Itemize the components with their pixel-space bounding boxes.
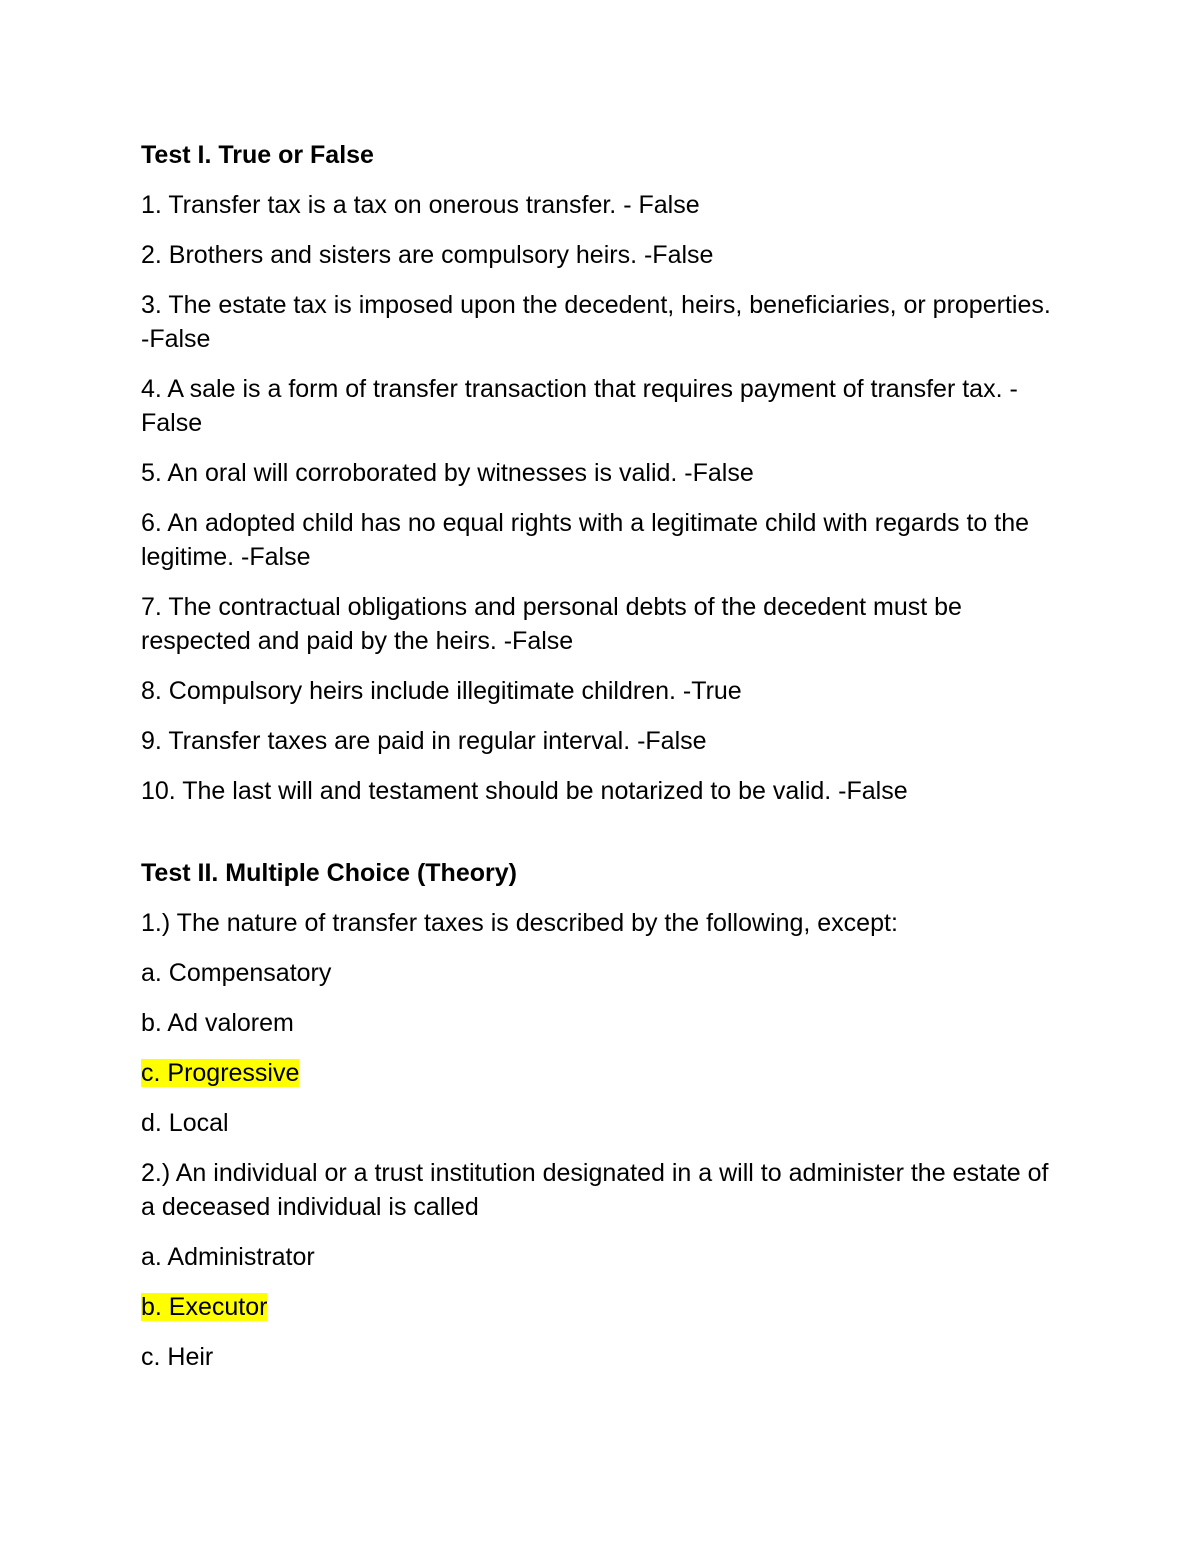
test2-q2-option-b [141, 1290, 1061, 1324]
test1-item-4: 4. A sale is a form of transfer transaction that requires payment of transfer tax. -False [141, 375, 1018, 437]
test1-item-8: 8. Compulsory heirs include illegitimate children. -True [141, 677, 742, 705]
option-text: d. Local [141, 1109, 229, 1137]
test2-q1-option-c [141, 1056, 1061, 1090]
option-text: a. Administrator [141, 1243, 315, 1271]
test1-item-2: 2. Brothers and sisters are compulsory heirs. -False [141, 241, 714, 269]
test1-item-10: 10. The last will and testament should be notarized to be valid. -False [141, 777, 908, 805]
test2-q2-option-a [141, 1240, 1061, 1274]
highlighted-answer: c. Progressive [141, 1059, 300, 1087]
option-text: c. Heir [141, 1343, 214, 1371]
option-text: a. Compensatory [141, 959, 332, 987]
test1-heading: Test I. True or False [141, 141, 374, 169]
test2-q1-question: 1.) The nature of transfer taxes is described by the following, except: [141, 909, 898, 937]
option-text: b. Ad valorem [141, 1009, 294, 1037]
test1-item-9: 9. Transfer taxes are paid in regular interval. -False [141, 727, 707, 755]
highlighted-answer: b. Executor [141, 1293, 268, 1321]
test2-q2-question: 2.) An individual or a trust institution designated in a will to administer the estate of a deceased individual is called [141, 1159, 1049, 1221]
test2-q1-option-d [141, 1106, 1061, 1140]
test2-q2-option-c [141, 1340, 1061, 1374]
test1-item-6: 6. An adopted child has no equal rights with a legitimate child with regards to the legitime. -False [141, 509, 1030, 571]
test1-item-5: 5. An oral will corroborated by witnesses is valid. -False [141, 459, 754, 487]
document-page [141, 138, 1061, 1390]
test1-item-1: 1. Transfer tax is a tax on onerous transfer. - False [141, 191, 700, 219]
test1-item-3: 3. The estate tax is imposed upon the decedent, heirs, beneficiaries, or properties. -False [141, 291, 1051, 353]
test1-item-7: 7. The contractual obligations and personal debts of the decedent must be respected and paid by the heirs. -False [141, 593, 962, 655]
test2-q1-option-a [141, 956, 1061, 990]
test2-heading: Test II. Multiple Choice (Theory) [141, 859, 517, 887]
test2-q1-option-b [141, 1006, 1061, 1040]
